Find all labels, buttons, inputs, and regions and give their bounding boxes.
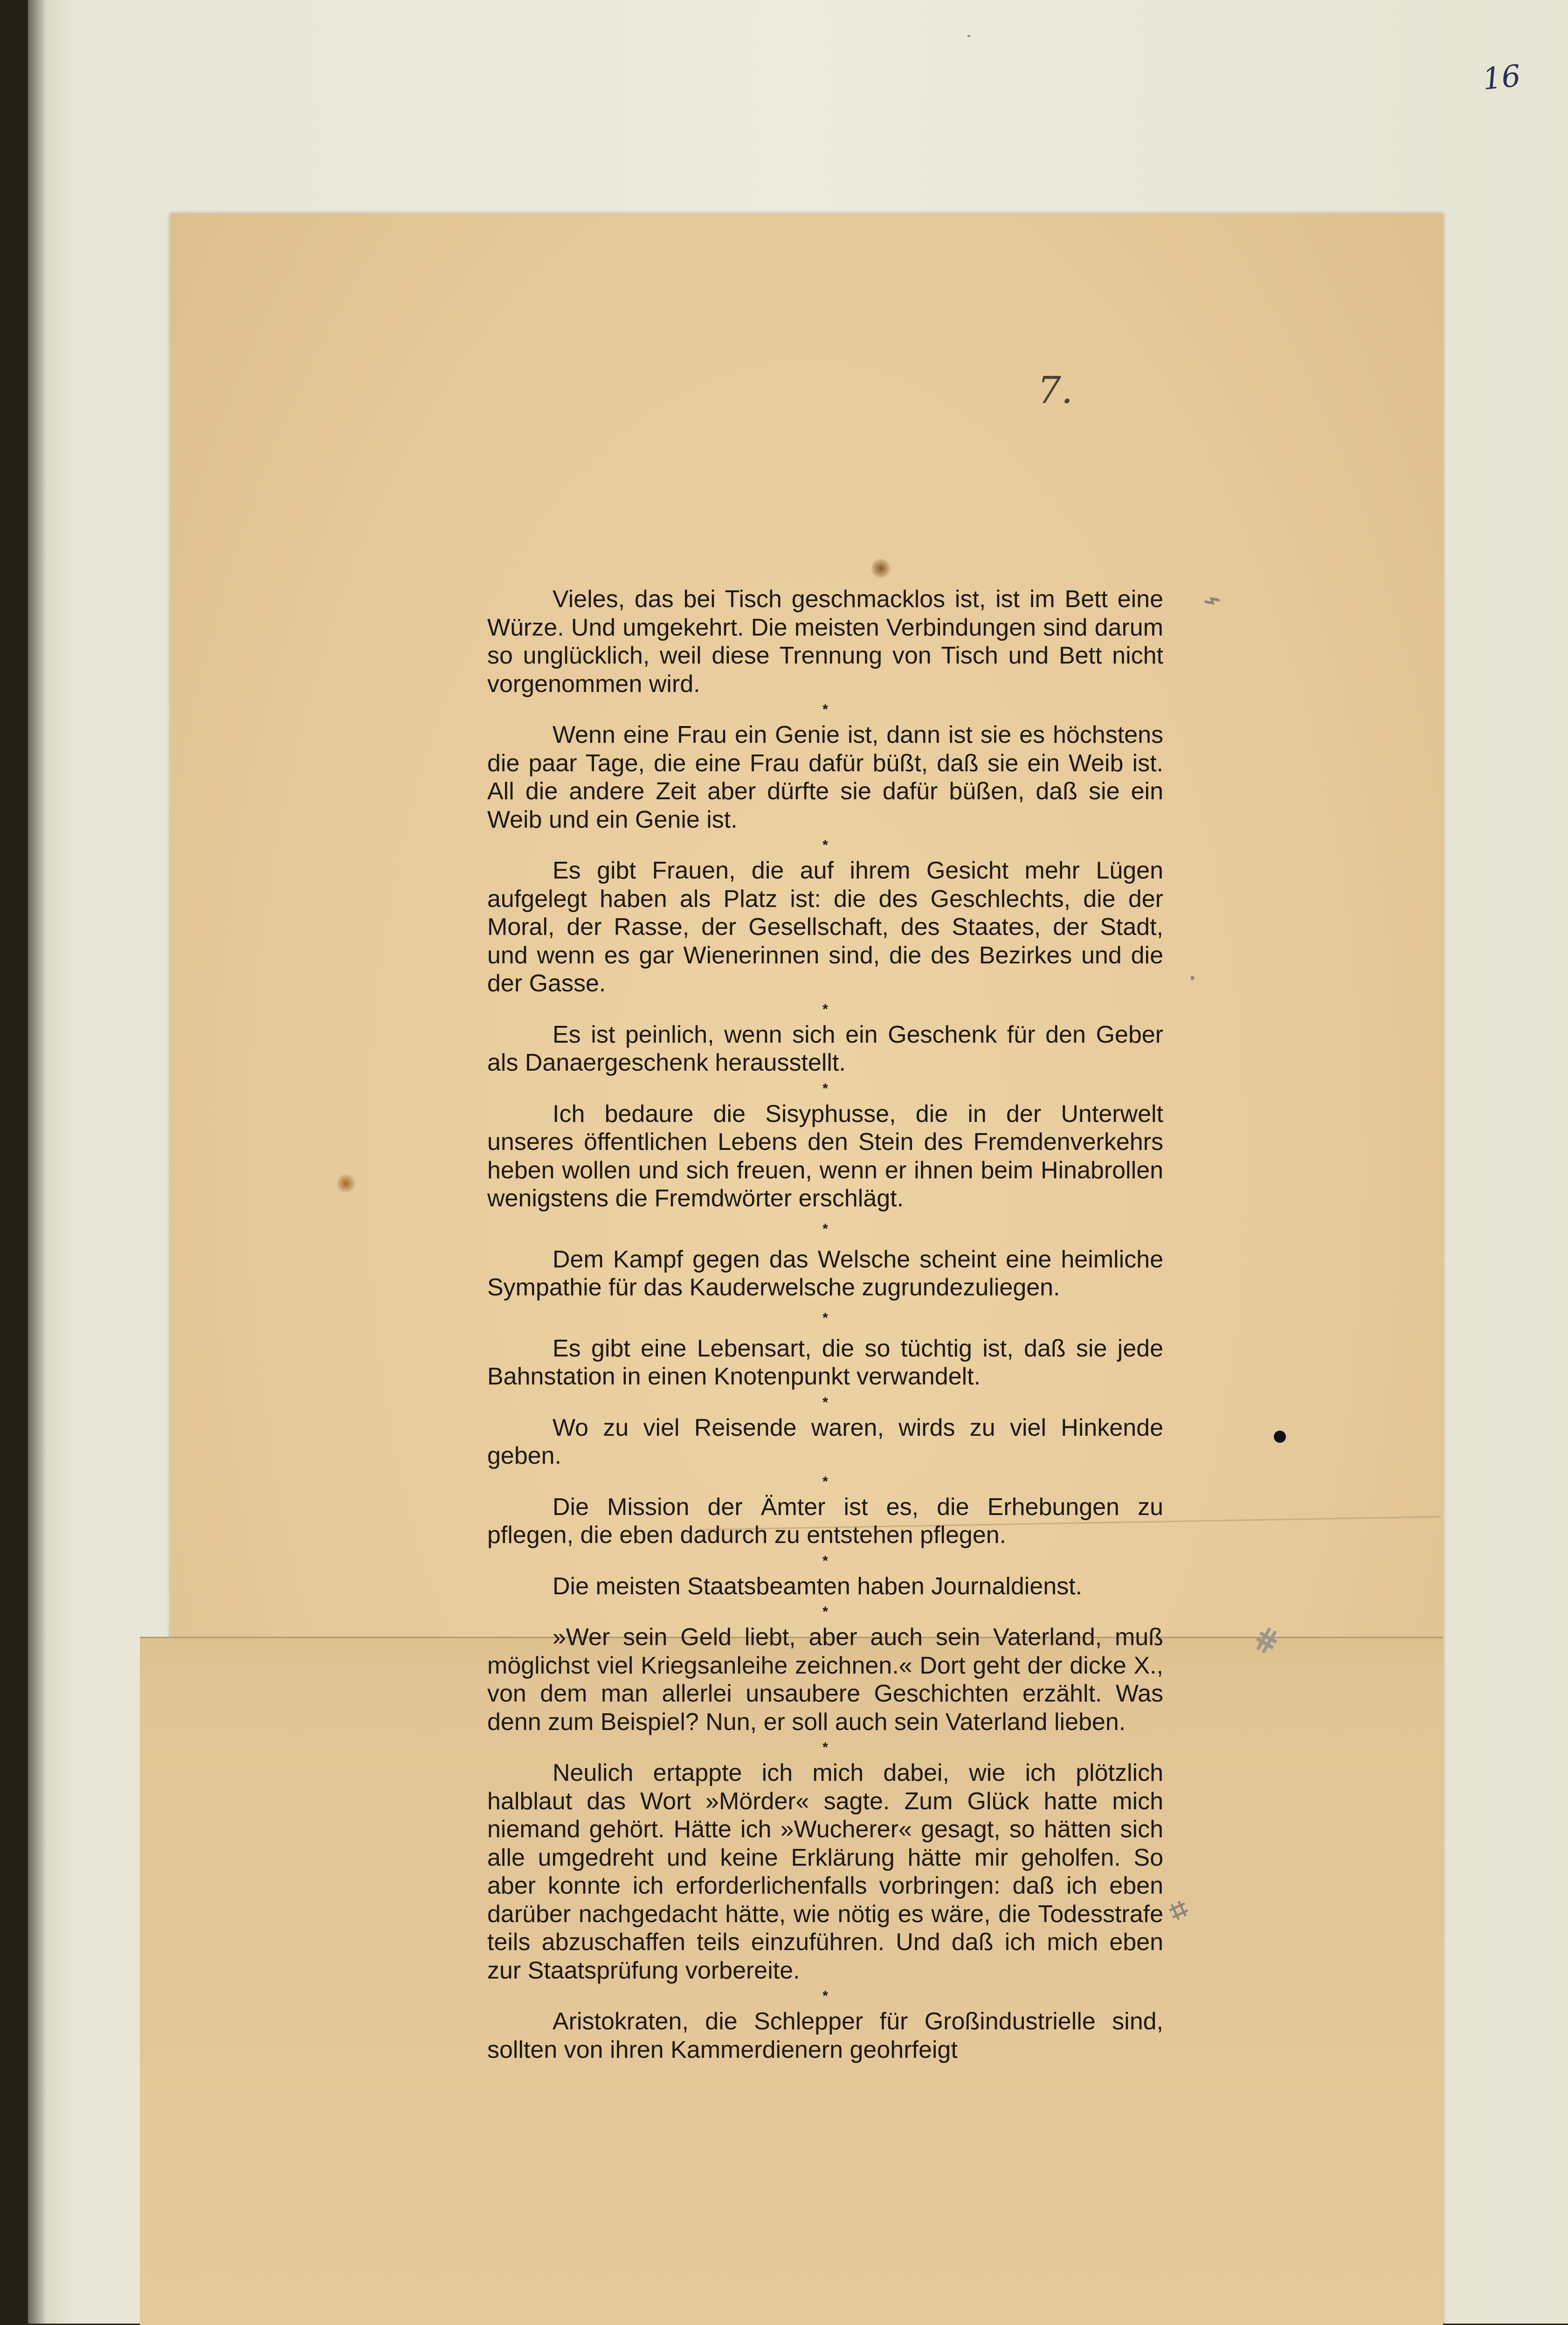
aphorism-11: »Wer sein Geld liebt, aber auch sein Vaterland, muß möglichst viel Kriegsanleihe zeichnen.« Dort geht der dicke X., von dem man allerlei unsaubere Geschichten erzählt. Was denn zum Beispiel? Nun, er soll auch sein Vaterland lieben. <box>487 1624 1163 1736</box>
pencil-scribble-1: ⌁ <box>1197 581 1227 620</box>
separator-asterisk: * <box>822 1604 828 1619</box>
aphorism-9: Die Mission der Ämter ist es, die Erhebungen zu pflegen, die eben dadurch zu entstehen pflegen. <box>487 1493 1163 1549</box>
separator-asterisk: * <box>822 1474 828 1489</box>
separator-asterisk: * <box>822 1080 828 1096</box>
book-gutter <box>28 0 47 2324</box>
aphorism-12: Neulich ertappte ich mich dabei, wie ich plötzlich halblaut das Wort »Mörder« sagte. Zum Glück hatte mich niemand gehört. Hätte ich »Wucherer« gesagt, so hätten sich alle umgedreht und keine Erklärung hätte mir geholfen. So aber konnte ich erforderlichenfalls vorbringen: daß ich eben darüber nachgedacht hätte, wie nötig es wäre, die Todesstrafe teils abzuschaffen teils einzuführen. Und daß ich mich eben zur Staatsprüfung vorbereite. <box>487 1759 1163 1984</box>
separator-asterisk: * <box>822 1310 828 1326</box>
aphorism-2: Wenn eine Frau ein Genie ist, dann ist sie es höchstens die paar Tage, die eine Frau dafür büßt, daß sie ein Weib ist. All die andere Zeit aber dürfte sie dafür büßen, daß sie ein Weib und ein Genie ist. <box>487 721 1163 833</box>
aphorism-1: Vieles, das bei Tisch geschmacklos ist, ist im Bett eine Würze. Und umgekehrt. Die meisten Verbindungen sind darum so unglücklich, weil diese Trennung von Tisch und Bett nicht vorgenommen wird. <box>487 586 1163 698</box>
aphorism-4: Es ist peinlich, wenn sich ein Geschenk für den Geber als Danaergeschenk herausstellt. <box>487 1021 1163 1076</box>
pencil-scribble-3: ⋕ <box>1247 1619 1286 1661</box>
separator-asterisk: * <box>822 1988 828 2004</box>
aphorism-column <box>487 585 1163 2064</box>
handwritten-page-number: 7. <box>1037 368 1073 412</box>
pencil-scribble-4: ⌗ <box>1164 1891 1194 1930</box>
aphorism-3: Es gibt Frauen, die auf ihrem Gesicht mehr Lügen aufgelegt haben als Platz ist: die des Geschlechts, die der Moral, der Rasse, der Gesellschaft, des Staates, der Stadt, und wenn es gar Wienerinnen sind, die des Bezirkes und die der Gasse. <box>487 857 1163 997</box>
stain-left <box>337 1174 355 1193</box>
separator-asterisk: * <box>822 1001 828 1017</box>
pencil-mark <box>967 35 970 37</box>
stain-top <box>871 559 891 578</box>
separator-asterisk: * <box>822 1740 828 1755</box>
separator-asterisk: * <box>822 702 828 717</box>
aphorism-10: Die meisten Staatsbeamten haben Journaldienst. <box>553 1572 1083 1600</box>
separator-asterisk: * <box>822 1394 828 1410</box>
aphorism-6: Dem Kampf gegen das Welsche scheint eine heimliche Sympathie für das Kauderwelsche zugrundezuliegen. <box>487 1246 1163 1301</box>
pencil-scribble-2: · <box>1189 968 1196 989</box>
aphorism-7: Es gibt eine Lebensart, die so tüchtig ist, daß sie jede Bahnstation in einen Knotenpunkt verwandelt. <box>487 1335 1163 1390</box>
aphorism-13: Aristokraten, die Schlepper für Großindustrielle sind, sollten von ihren Kammerdienern geohrfeigt <box>487 2008 1163 2063</box>
separator-asterisk: * <box>822 1221 828 1237</box>
aphorism-5: Ich bedaure die Sisyphusse, die in der Unterwelt unseres öffentlichen Lebens den Stein des Fremdenverkehrs heben wollen und sich freuen, wenn er ihnen beim Hinabrollen wenigstens die Fremdwörter erschlägt. <box>487 1100 1163 1212</box>
folio-number: 16 <box>1481 58 1523 97</box>
separator-asterisk: * <box>822 837 828 853</box>
aphorism-8: Wo zu viel Reisende waren, wirds zu viel Hinkende geben. <box>487 1414 1163 1469</box>
separator-asterisk: * <box>822 1553 828 1569</box>
ink-dot <box>1274 1431 1286 1443</box>
